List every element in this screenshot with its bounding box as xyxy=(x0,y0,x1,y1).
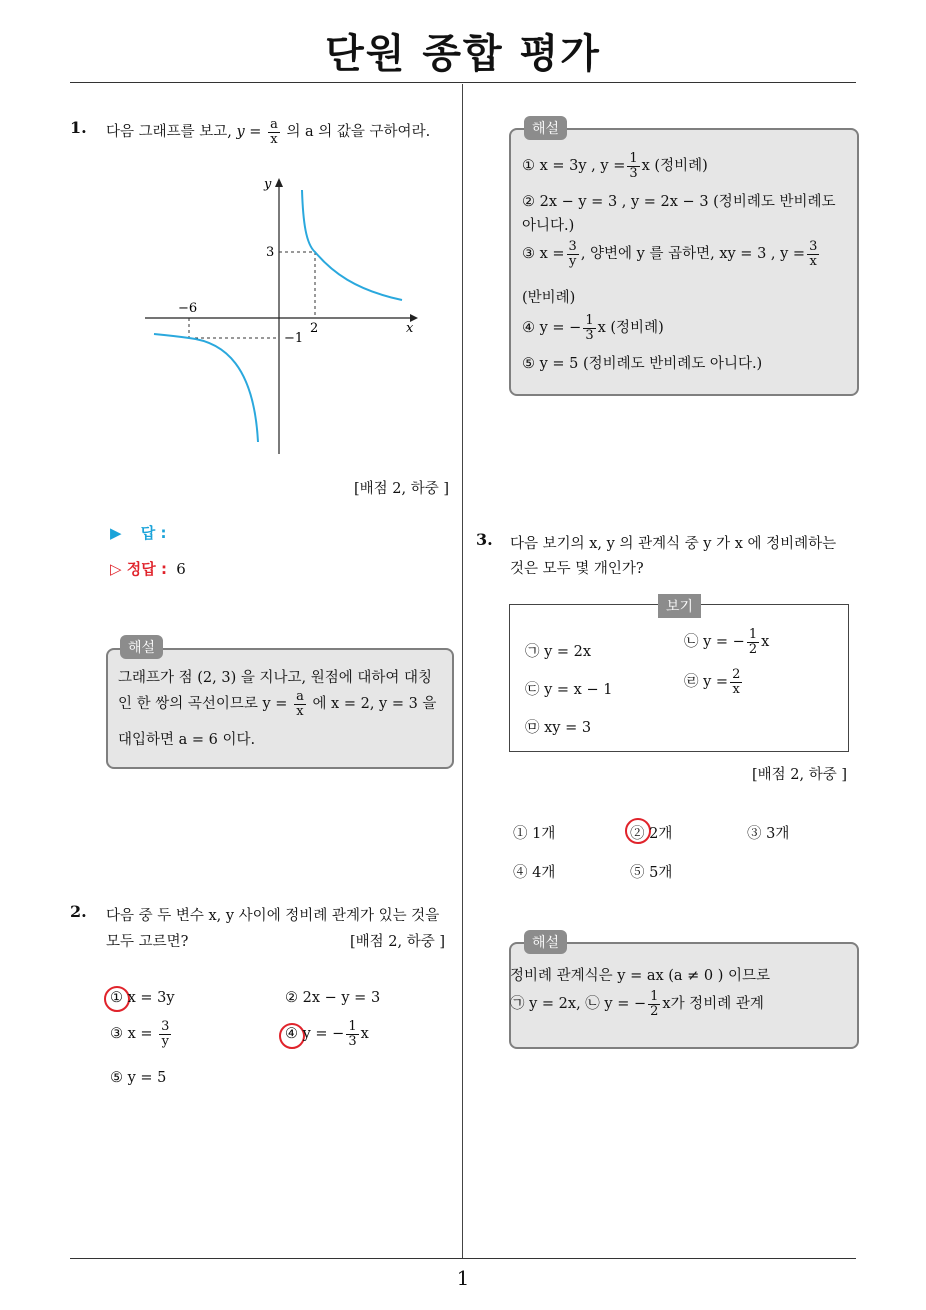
top-rule xyxy=(70,82,856,83)
correct-answer-row: ▷ 정답 : 6 xyxy=(110,560,186,578)
page-number: 1 xyxy=(456,1266,470,1290)
fraction: $\frac{a}{x}$ xyxy=(270,117,278,147)
tick-label-2: 2 xyxy=(310,321,319,336)
tick-label-3: 3 xyxy=(266,245,275,260)
score-label: [배점 2, 하중 ] xyxy=(752,767,848,783)
curve-third-quadrant xyxy=(154,334,258,442)
x-axis-label: x xyxy=(406,321,414,336)
fraction: $\frac{a}{x}$ xyxy=(296,689,304,719)
question-3-text: 것은 모두 몇 개인가? xyxy=(510,561,644,577)
score-label: [배점 2, 하중 ] xyxy=(350,934,446,950)
solution-tag: 해설 xyxy=(524,116,567,140)
score-label: [배점 2, 하중 ] xyxy=(354,481,450,497)
question-1-text: 다음 그래프를 보고, y = $\frac{a}{x}$ 의 a 의 값을 구하여라. xyxy=(106,117,431,147)
example-item: ㉣ y = $\frac{2}{x}$ xyxy=(684,667,741,697)
solution-line: 그래프가 점 (2, 3) 을 지나고, 원점에 대하여 대칭 xyxy=(118,670,432,686)
fraction: $\frac{3}{y}$ xyxy=(568,239,577,269)
tick-label-neg6: −6 xyxy=(178,301,198,316)
question-2-text: 다음 중 두 변수 x, y 사이에 정비례 관계가 있는 것을 xyxy=(106,908,440,924)
page-title: 단원 종합 평가 xyxy=(325,31,601,77)
example-item: ㉠ y = 2x xyxy=(525,644,592,660)
choice-5[interactable]: ⑤ y = 5 xyxy=(110,1070,167,1086)
choice-1[interactable]: ① x = 3y xyxy=(110,990,175,1006)
triangle-outline-icon: ▷ xyxy=(110,560,122,578)
choice-3[interactable]: ③ 3개 xyxy=(747,826,790,842)
y-axis-label: y xyxy=(264,177,272,192)
solution-line: (반비례) xyxy=(522,290,576,306)
choice-2[interactable]: ② 2개 xyxy=(630,826,673,842)
question-number: 3. xyxy=(476,530,493,549)
y-axis-arrow xyxy=(275,178,283,187)
example-tag: 보기 xyxy=(658,594,701,618)
solution-line: ㉠ y = 2x, ㉡ y = − $\frac{1}{2}$ x가 정비례 관계 xyxy=(510,989,764,1019)
bottom-rule xyxy=(70,1258,856,1259)
fraction: $\frac{3}{x}$ xyxy=(809,239,818,269)
question-number: 2. xyxy=(70,902,87,921)
choice-3[interactable]: ③ x = $\frac{3}{y}$ xyxy=(110,1019,170,1049)
play-icon: ▶ xyxy=(110,524,122,542)
solution-line: ④ y = − $\frac{1}{3}$ x (정비례) xyxy=(522,313,664,343)
solution-line: ① x = 3y , y = $\frac{1}{3}$ x (정비례) xyxy=(522,151,708,181)
solution-tag: 해설 xyxy=(524,930,567,954)
example-item: ㉡ y = − $\frac{1}{2}$ x xyxy=(684,627,770,657)
solution-line: ③ x = $\frac{3}{y}$ , 양변에 y 를 곱하면, xy = 3 , y = $\frac{3}{x}$ xyxy=(522,239,818,269)
choice-2[interactable]: ② 2x − y = 3 xyxy=(285,990,381,1006)
choice-1[interactable]: ① 1개 xyxy=(513,826,556,842)
tick-label-neg1: −1 xyxy=(284,331,304,346)
curve-first-quadrant xyxy=(302,190,402,300)
answer-row: ▶ 답 : xyxy=(110,524,167,542)
fraction: $\frac{2}{x}$ xyxy=(732,667,741,697)
fraction: $\frac{1}{2}$ xyxy=(748,627,758,657)
fraction: $\frac{1}{3}$ xyxy=(585,313,594,343)
question-3-text: 다음 보기의 x, y 의 관계식 중 y 가 x 에 정비례하는 xyxy=(510,536,837,552)
solution-line: 아니다.) xyxy=(522,218,575,234)
solution-line: 정비례 관계식은 y = ax (a ≠ 0 ) 이므로 xyxy=(510,968,771,984)
choice-4[interactable]: ④ 4개 xyxy=(513,865,556,881)
solution-line: 인 한 쌍의 곡선이므로 y = $\frac{a}{x}$ 에 x = 2, y = 3 을 xyxy=(118,689,437,719)
example-item: ㉤ xy = 3 xyxy=(525,720,592,736)
fraction: $\frac{1}{3}$ xyxy=(348,1019,357,1049)
question-2-text: 모두 고르면? xyxy=(106,934,189,950)
choice-4[interactable]: ④ y = − $\frac{1}{3}$ x xyxy=(285,1019,369,1049)
question-number: 1. xyxy=(70,118,87,137)
solution-line: ② 2x − y = 3 , y = 2x − 3 (정비례도 반비례도 xyxy=(522,194,836,210)
question-1 xyxy=(70,118,87,137)
fraction: $\frac{3}{y}$ xyxy=(161,1019,170,1049)
solution-line: 대입하면 a = 6 이다. xyxy=(118,732,256,748)
solution-tag: 해설 xyxy=(120,635,163,659)
fraction: $\frac{1}{2}$ xyxy=(650,989,659,1019)
hyperbola-graph xyxy=(140,172,430,462)
example-item: ㉢ y = x − 1 xyxy=(525,682,613,698)
column-divider xyxy=(462,84,463,1258)
fraction: $\frac{1}{3}$ xyxy=(629,151,638,181)
solution-line: ⑤ y = 5 (정비례도 반비례도 아니다.) xyxy=(522,356,763,372)
choice-5[interactable]: ⑤ 5개 xyxy=(630,865,673,881)
